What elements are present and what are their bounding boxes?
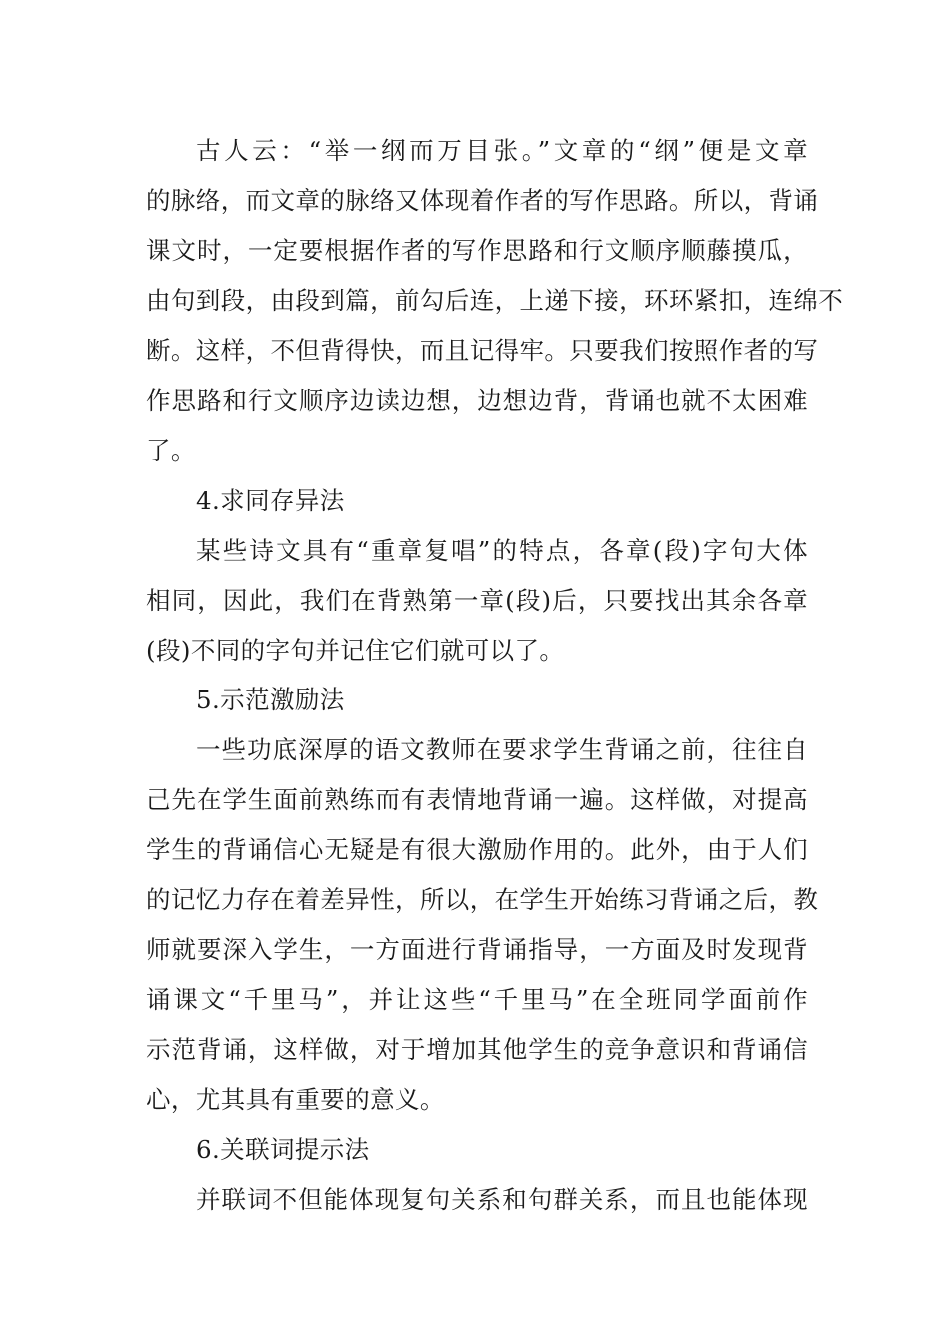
section-heading: 4.求同存异法 — [196, 486, 345, 515]
paragraph-line: 己先在学生面前熟练而有表情地背诵一遍。这样做，对提高 — [146, 785, 808, 814]
paragraph-line: 学生的背诵信心无疑是有很大激励作用的。此外，由于人们 — [146, 835, 808, 864]
paragraph-line: 的脉络，而文章的脉络又体现着作者的写作思路。所以，背诵 — [146, 186, 819, 215]
paragraph-line: 古人云：“举一纲而万目张。”文章的“纲”便是文章 — [196, 136, 808, 165]
paragraph-line: 的记忆力存在着差异性，所以，在学生开始练习背诵之后，教 — [146, 885, 819, 914]
paragraph-line: 断。这样，不但背得快，而且记得牢。只要我们按照作者的写 — [146, 336, 819, 365]
paragraph-line: 示范背诵，这样做，对于增加其他学生的竞争意识和背诵信 — [146, 1035, 808, 1064]
paragraph-line: 了。 — [146, 436, 196, 465]
paragraph-line: 师就要深入学生，一方面进行背诵指导，一方面及时发现背 — [146, 935, 808, 964]
paragraph-line: 相同，因此，我们在背熟第一章(段)后，只要找出其余各章 — [146, 586, 808, 615]
paragraph-line: 由句到段，由段到篇，前勾后连，上递下接，环环紧扣，连绵不 — [146, 286, 844, 315]
paragraph-line: (段)不同的字句并记住它们就可以了。 — [146, 636, 565, 665]
paragraph-line: 心，尤其具有重要的意义。 — [146, 1085, 445, 1114]
paragraph-line: 某些诗文具有“重章复唱”的特点，各章(段)字句大体 — [196, 536, 808, 565]
paragraph-line: 课文时，一定要根据作者的写作思路和行文顺序顺藤摸瓜， — [146, 236, 808, 265]
section-heading: 6.关联词提示法 — [196, 1135, 370, 1164]
section-heading: 5.示范激励法 — [196, 685, 345, 714]
paragraph-line: 诵课文“千里马”，并让这些“千里马”在全班同学面前作 — [146, 985, 808, 1014]
paragraph-line: 并联词不但能体现复句关系和句群关系，而且也能体现 — [196, 1185, 808, 1214]
paragraph-line: 一些功底深厚的语文教师在要求学生背诵之前，往往自 — [196, 735, 808, 764]
paragraph-line: 作思路和行文顺序边读边想，边想边背，背诵也就不太困难 — [146, 386, 808, 415]
